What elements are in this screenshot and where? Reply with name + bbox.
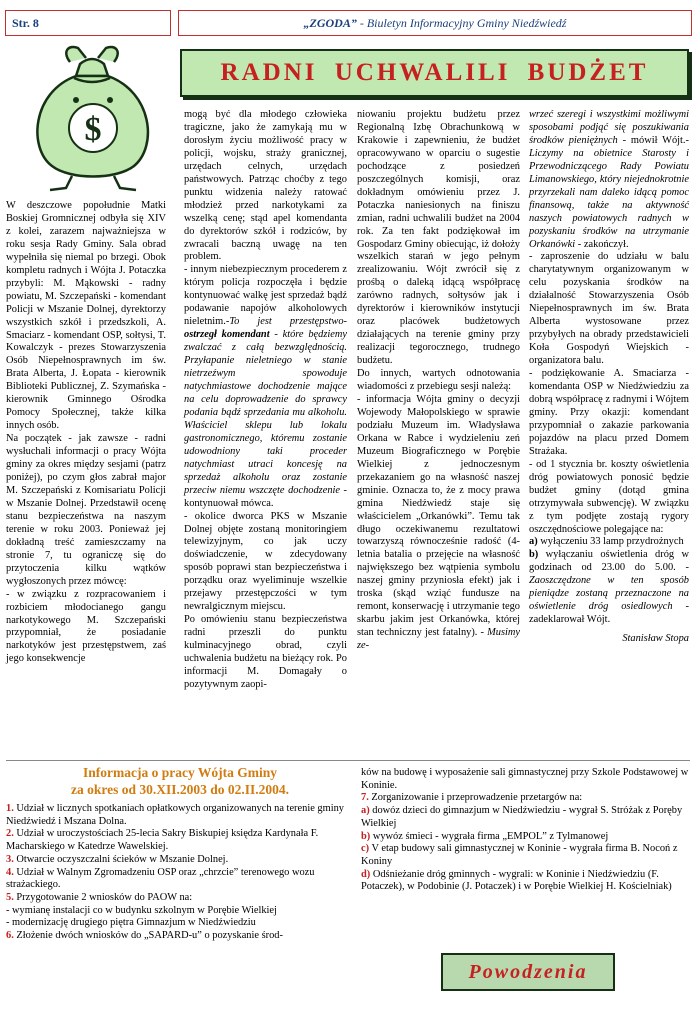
signature: Stanisław Stopa bbox=[622, 633, 689, 645]
article-column-3 bbox=[357, 109, 520, 653]
bulletin-subtitle: - Biuletyn Informacyjny Gminy Niedźwiedź bbox=[356, 16, 567, 30]
item-number: 1. bbox=[6, 803, 14, 814]
list-item bbox=[361, 792, 689, 805]
divider bbox=[6, 760, 690, 761]
col2-paragraph-4: Po omówieniu stanu bezpieczeństwa radni przeszli do punktu kulminacyjnego obrad, czyli uchwalenia budżetu na bieżący rok. Po informacji M. Domagały o pozytywnym zaopi- bbox=[184, 614, 347, 690]
col1-paragraph-3: - w związku z rozpracowaniem i rozbiciem młodocianego gangu narkotykowego M. Szczepański przypomniał, że posiadanie narkotyków jest przestępstwem, zaś jego konsekwencje bbox=[6, 588, 166, 665]
item-text: ków na budowę i wyposażenie sali gimnastycznej przy Szkole Podstawowej w Koninie. bbox=[361, 767, 689, 791]
mayor-report-list-continued bbox=[361, 767, 689, 894]
col4-paragraph-6 bbox=[529, 549, 689, 627]
col4-p1-tail: - zakończył. bbox=[575, 238, 629, 250]
col2-p2-plain: - innym niebezpiecznym procederem z którym policja rozpoczęła i będzie kontynuować walkę jest sprzedaż bądź podawanie napojów alkoholowych nieletnim.- bbox=[184, 264, 347, 328]
list-item bbox=[361, 767, 689, 792]
col4-paragraph-5 bbox=[529, 536, 689, 549]
item-text: Otwarcie oczyszczalni ścieków w Mszanie Dolnej. bbox=[13, 853, 229, 865]
col4-paragraph-3: - podziękowanie A. Smaciarza - komendanta OSP w Niedźwiedziu za dobrą współpracę z radnymi i Wójtem gminy. Przy okazji: komendant przypomniał o zakazie parkowania pojazdów na placu przed Domem Strażaka. bbox=[529, 368, 689, 457]
col2-p2-italic-1: To jest przestępstwo- bbox=[229, 316, 347, 328]
col2-p2-bold: ostrzegł komendant bbox=[184, 329, 270, 341]
article-column-2 bbox=[184, 109, 347, 692]
list-item bbox=[6, 854, 354, 867]
col4-paragraph-1 bbox=[529, 109, 689, 251]
col4-p6-italic: Zaoszczędzone w ten sposób pieniądze zostaną przeznaczone na oświetlenie dróg osiedlowych bbox=[529, 575, 689, 613]
item-text: dowóz dzieci do gimnazjum w Niedźwiedziu - wygrał S. Stróżak z Poręby Wielkiej bbox=[361, 805, 683, 829]
article-column-1 bbox=[6, 200, 166, 666]
col3-paragraph-1: niowaniu projektu budżetu przez Regionalną Izbę Obrachunkową w Krakowie i zapewnieniu, że budżet opracowywano w oparciu o sugestie pochodzące z posiedzeń poszczególnych komisji, oraz dokładnym omówieniu przez J. Potaczka naniesionych na finiszu zmian, radni uchwalili budżet na 2004 rok. Za ten fakt podziękował im Gospodarz Gminy obiecując, iż dołoży wszelkich starań w jego pełnym zrealizowaniu. Wójt zwrócił się z prośbą o daleką idącą współpracę zarówno radnych, sołtysów jak i dyrektorów i kierowników instytucji oraz placówek budżetowych działających na terenie gminy przy realizacji tegorocznego, trudnego budżetu. bbox=[357, 109, 520, 367]
col1-paragraph-2: Na początek - jak zawsze - radni wysłuchali informacji o pracy Wójta gminy za okres między sesjami (patrz poniżej), po czym głos zabrał major M. Szczepański z Komisariatu Policji w Mszanie Dolnej. Przedstawił ocenę stanu bezpieczeństwa na naszym terenie w roku 2003. Ponieważ jej dokładną treść zamieszczamy na stronie 7, tu ograniczę się do przytoczenia kilku wątków wygłoszonych przez mówcę: bbox=[6, 433, 166, 587]
item-number: 3. bbox=[6, 853, 14, 865]
list-item bbox=[6, 930, 354, 943]
article-column-4 bbox=[529, 109, 689, 646]
list-item bbox=[361, 805, 689, 830]
mayor-report-box bbox=[6, 764, 354, 943]
col2-p2-tail: - kontynuował mówca. bbox=[184, 484, 347, 509]
list-item bbox=[6, 803, 354, 828]
mayor-report-title-line-2: za okres od 30.XII.2003 do 02.II.2004. bbox=[70, 782, 290, 797]
col1-paragraph-1: W deszczowe popołudnie Matki Boskiej Gromnicznej odbyła się XIV z kolei, zarazem najważniejsza w roku sesja Rady Gminy. Sala obrad wypełniła się niemal po brzegi. Obok kompletu radnych i Wójta J. Potaczka przybyli: M. Mąkowski - radny powiatu, M. Szczepański - komendant Policji w Mszanie Dolnej, dyrektorzy wszystkich szkół i przedszkoli, A. Smaciarz - komendant OSP, sołtysi, T. Kowalczyk - prezes Stowarzyszenia Osób Niepełnosprawnych im św. Brata Alberta, J. Łopata - kierownik Biblioteki Publicznej, Z. Szymańska - kierownik Gminnego Ośrodka Pomocy Społecznej, także kilka innych osób. bbox=[6, 200, 166, 432]
item-number: d) bbox=[361, 868, 371, 880]
list-item bbox=[6, 892, 354, 905]
item-text: Przygotowanie 2 wniosków do PAOW na: bbox=[13, 891, 193, 903]
col4-p1-plain: - mówił Wójt.- bbox=[617, 134, 689, 146]
list-item bbox=[361, 843, 689, 868]
item-text: wywóz śmieci - wygrała firma „EMPOL” z Tylmanowej bbox=[370, 830, 609, 842]
col2-p2-italic-2: - które będziemy zwalczać z całą bezwzględnością. Przyłapanie nieletniego w stanie nietrzeźwym spowoduje natychmiastowe dochodzenie mające na celu doprowadzenie do sprawcy podania bądź sprzedania mu alkoholu. Właściciel sklepu lub lokalu gastronomicznego, któremu zostanie udowodniony taki proceder natychmiast utraci koncesję na sprzedaż alkoholu oraz zostanie przeciw niemu wszczęte dochodzenie bbox=[184, 329, 347, 496]
good-luck-badge: Powodzenia bbox=[441, 953, 615, 991]
col4-p6-tail: - zadeklarował Wójt. bbox=[529, 601, 690, 626]
list-item bbox=[361, 831, 689, 844]
col4-p6-text: wyłączaniu oświetlenia dróg w godzinach od 23.00 do 5.00. - bbox=[529, 549, 689, 574]
col4-p5-letter: a) bbox=[529, 536, 538, 548]
page-number: Str. 8 bbox=[5, 10, 171, 36]
item-text: V etap budowy sali gimnastycznej w Koninie - wygrała firma B. Nocoń z Koniny bbox=[361, 843, 678, 867]
item-text: - wymianę instalacji co w budynku szkolnym w Porębie Wielkiej bbox=[6, 904, 277, 916]
item-number: 5. bbox=[6, 891, 14, 903]
item-text: Zorganizowanie i przeprowadzenie przetargów na: bbox=[368, 792, 583, 804]
col4-paragraph-4: - od 1 stycznia br. koszty oświetlenia dróg powiatowych ponosić będzie budżet gminy (dotąd gmina otrzymywała subwencję). W związku z tym podjęte zostają rygory oszczędnościowe polegające na: bbox=[529, 458, 689, 535]
col3-paragraph-2: Do innych, wartych odnotowania wiadomości z przebiegu sesji należą: bbox=[357, 368, 520, 393]
col2-paragraph-2 bbox=[184, 264, 347, 510]
bulletin-name: „ZGODA” bbox=[303, 16, 357, 30]
item-text: - modernizację drugiego piętra Gimnazjum w Niedźwiedziu bbox=[6, 917, 256, 929]
item-number: 6. bbox=[6, 930, 14, 942]
col4-p1-italic: wrzeć szeregi i wszystkimi możliwymi sposobami podjąć się poszukiwania środków pieniężnych bbox=[529, 109, 689, 146]
col3-paragraph-3 bbox=[357, 394, 520, 653]
item-number: 2. bbox=[6, 828, 14, 840]
item-text: Złożenie dwóch wniosków do „SAPARD-u” o pozyskanie środ- bbox=[13, 930, 283, 942]
mayor-report-list bbox=[6, 803, 354, 943]
col4-p5-text: wyłączeniu 33 lamp przydrożnych bbox=[537, 536, 684, 548]
list-item bbox=[6, 867, 354, 892]
col3-p3-text: - informacja Wójta gminy o decyzji Wojewody Małopolskiego w sprawie podziału Muzeum im. Władysława Orkana w Rabce i wydzieleniu zeń Muzeum Biograficznego w Porębie Wielkiej z jednoczesnym przekazaniem go na własność naszej gminie. Oznacza to, że z mocy prawa gmina Niedźwiedź staje się właścicielem „Orkanówki”. Temu tak długo oczekiwanemu rezultatowi towarzyszą równocześnie radość (4-letnia batalia o przejęcie na własność największego bez wątpienia symbolu naszej gminy przyniosła efekt) jak i troska (skąd wziąć fundusze na remont, konserwację i utrzymanie tego skarbu jakim jest Orkanówka, której stan techniczny jest fatalny). - bbox=[357, 393, 520, 639]
list-item bbox=[6, 917, 354, 930]
item-number: 4. bbox=[6, 866, 14, 878]
item-number: c) bbox=[361, 843, 370, 855]
list-item bbox=[6, 905, 354, 918]
list-item bbox=[361, 869, 689, 894]
page-title: RADNI UCHWALILI BUDŻET bbox=[180, 49, 689, 97]
mayor-report-title bbox=[6, 764, 354, 798]
col2-paragraph-3: - okolice dworca PKS w Mszanie Dolnej objęte zostaną monitoringiem telewizyjnym, co jak uczy doświadczenie, w zdecydowany sposób poprawi stan bezpieczeństwa i porządku oraz wyeliminuje wszelkie przejawy przestępczości w tym newralgicznym miejscu. bbox=[184, 510, 347, 613]
col4-paragraph-2: - zaproszenie do udziału w balu charytatywnym organizowanym w celu pozyskania środków na działalność Stowarzyszenia Osób Niepełnosprawnych im św. Brata Alberta wystosowane przez przybyłych na obrady przedstawicieli Koła Gospodyń Wiejskich -organizatora balu. bbox=[529, 251, 689, 367]
item-text: Udział w uroczystościach 25-lecia Sakry Biskupiej księdza Kardynała F. Macharskiego w Katedrze Wawelskiej. bbox=[6, 828, 319, 853]
list-item bbox=[6, 828, 354, 853]
mayor-report-title-line-1: Informacja o pracy Wójta Gminy bbox=[83, 765, 277, 780]
col3-p3-italic: Musimy ze- bbox=[357, 627, 520, 652]
item-number: 7. bbox=[361, 792, 369, 804]
item-number: b) bbox=[361, 830, 371, 842]
col2-paragraph-1: mogą być dla młodego człowieka tragiczne, jako że zamykają mu w dorosłym życiu możliwość pracy w policji, wojsku, straży granicznej, urzędach celnych, urzędach państwowych. Patrząc choćby z tego punktu widzenia należy ratować młodzież przed narkotykami za wszelką cenę; stąd apel komendanta do dyrektorów szkół i rodziców, by zwracali baczną uwagę na ten problem. bbox=[184, 109, 347, 263]
dollar-symbol: $ bbox=[84, 111, 102, 148]
item-text: Udział w licznych spotkaniach opłatkowych organizowanych na terenie gminy Niedźwiedź i Mszana Dolna. bbox=[6, 803, 344, 827]
item-text: Odśnieżanie dróg gminnych - wygrali: w Koninie i Niedźwiedziu (F. Potaczek), w Podobinie (J. Potaczek) i w Porębie Wielkiej H. Kościelniak) bbox=[361, 868, 672, 893]
item-text: Udział w Walnym Zgromadzeniu OSP oraz „chrzcie” terenowego wozu strażackiego. bbox=[6, 866, 315, 891]
item-number: a) bbox=[361, 805, 370, 817]
money-bag-illustration bbox=[10, 40, 175, 198]
col4-p1-italic-2: Liczymy na obietnice Starosty i Przewodniczącego Rady Powiatu Limanowskiego, który niejednokrotnie przyrzekali nam daleko idącą pomoc finansową, także na aktywność naszych powiatowych radnych w pozyskaniu środków na utrzymanie Orkanówki bbox=[529, 147, 689, 250]
bulletin-header bbox=[178, 10, 692, 36]
col4-p6-letter: b) bbox=[529, 549, 539, 561]
